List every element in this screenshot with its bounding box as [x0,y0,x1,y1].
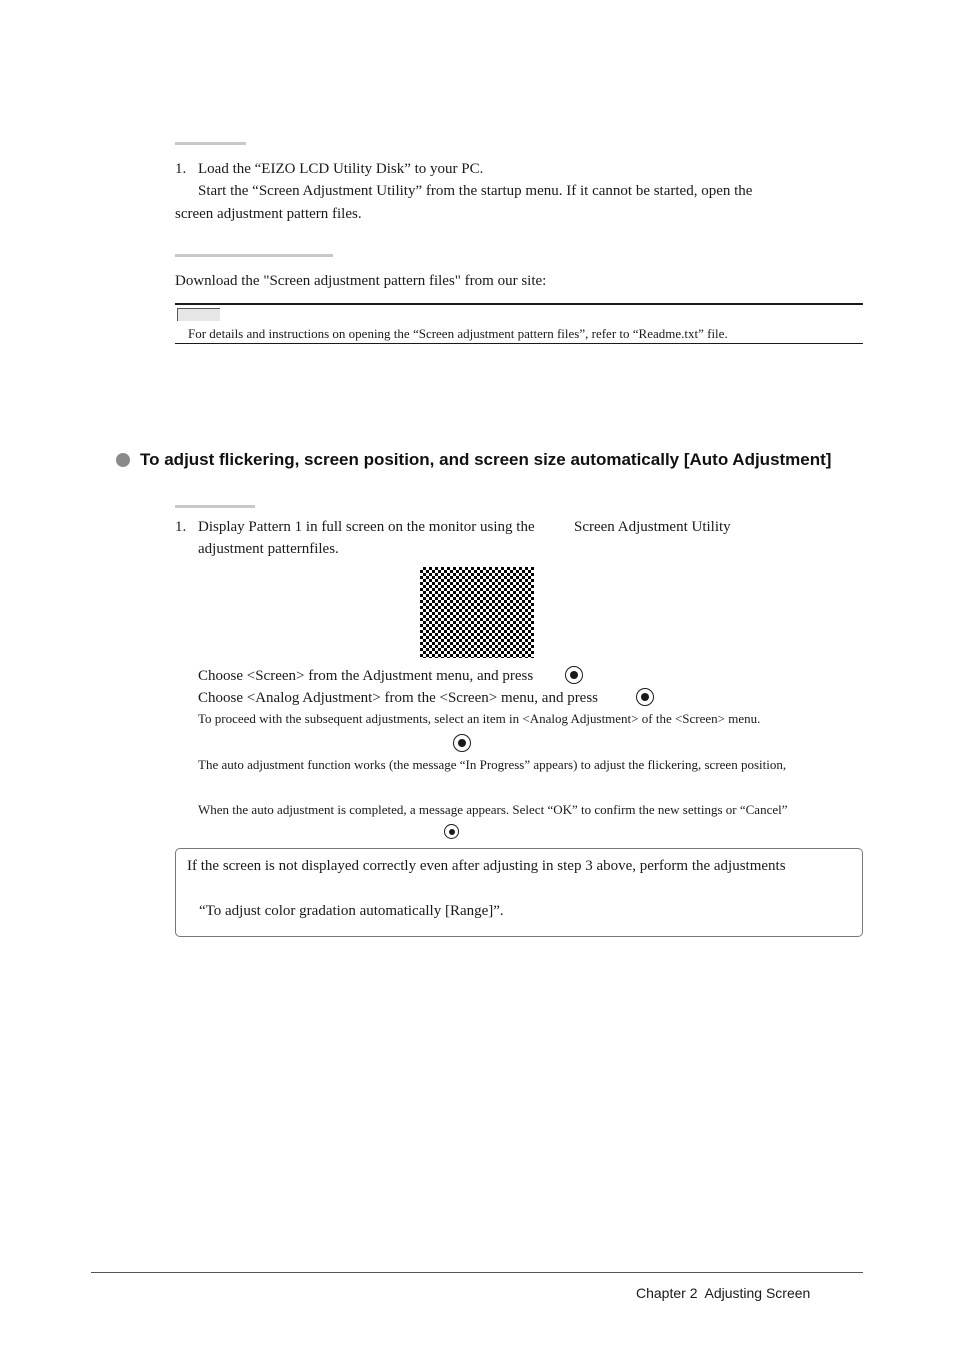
gray-circle-bullet-icon [116,453,130,467]
section-divider [175,142,246,145]
note-top-rule [175,303,863,305]
enter-button-icon [565,666,583,684]
download-text: Download the "Screen adjustment pattern files" from our site: [175,273,547,289]
step-note: When the auto adjustment is completed, a message appears. Select “OK” to confirm the new settings or “Cancel” [198,802,788,817]
footer-rule [91,1272,863,1273]
tip-text: “To adjust color gradation automatically [Range]”. [199,903,504,919]
note-bottom-rule [175,343,863,344]
section-divider [175,254,333,257]
step-text: Choose <Screen> from the Adjustment menu, and press [198,668,534,684]
note-text: For details and instructions on opening the “Screen adjustment pattern files”, refer to “Readme.txt” file. [188,326,728,341]
step-text: Choose <Analog Adjustment> from the <Screen> menu, and press [198,690,599,706]
step-text: Load the “EIZO LCD Utility Disk” to your PC. [198,161,484,177]
footer-chapter-title: Chapter 2 Adjusting Screen [636,1285,811,1301]
step-number: 1. [175,519,187,535]
enter-button-icon [453,734,471,752]
step-text: Start the “Screen Adjustment Utility” from the startup menu. If it cannot be started, open the [198,183,753,199]
checker-pattern-image [420,567,534,658]
step-text: Display Pattern 1 in full screen on the monitor using the [198,519,535,535]
step-text: adjustment patternfiles. [198,541,339,557]
step-number: 1. [175,161,187,177]
tip-text: If the screen is not displayed correctly even after adjusting in step 3 above, perform the adjustments [187,858,786,874]
section-heading: To adjust flickering, screen position, and screen size automatically [Auto Adjustment] [140,450,832,469]
section-divider [175,505,255,508]
note-label-box [177,308,220,321]
enter-button-icon [444,824,459,839]
step-text: Screen Adjustment Utility [574,519,731,535]
step-note: The auto adjustment function works (the message “In Progress” appears) to adjust the flickering, screen position, [198,757,787,772]
step-note: To proceed with the subsequent adjustments, select an item in <Analog Adjustment> of the <Screen> menu. [198,711,761,726]
step-text: screen adjustment pattern files. [175,206,362,222]
enter-button-icon [636,688,654,706]
